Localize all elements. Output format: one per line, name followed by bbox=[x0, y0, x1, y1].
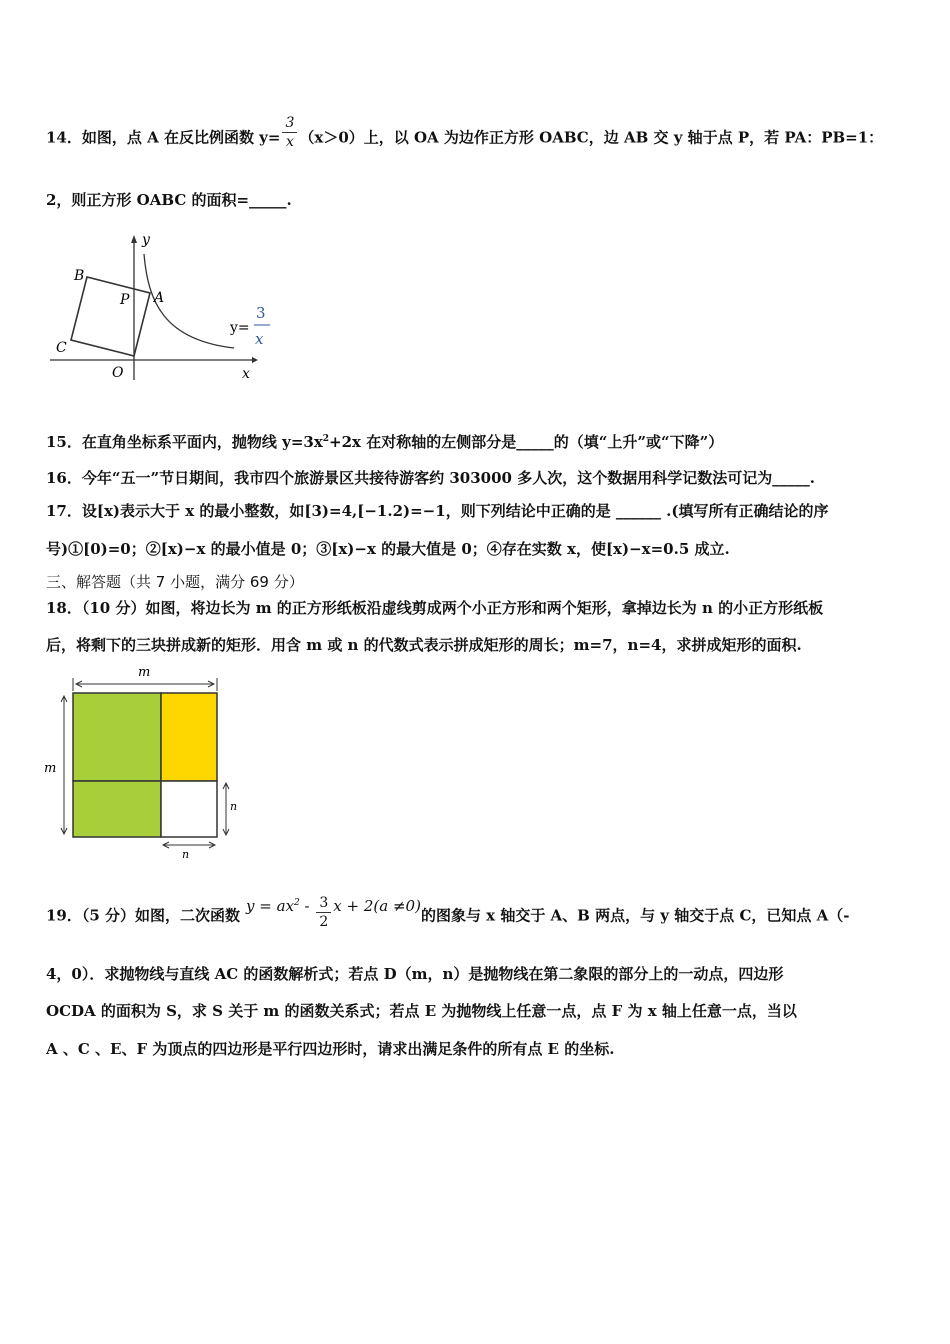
q14-line1-pre: 14．如图，点 A 在反比例函数 y= bbox=[46, 128, 281, 147]
y-axis-arrow bbox=[131, 235, 137, 243]
q14-line2: 2，则正方形 OABC 的面积=_____. bbox=[46, 191, 292, 209]
q19-line4: A 、C 、E、F 为顶点的四边形是平行四边形时，请求出满足条件的所有点 E 的坐标. bbox=[46, 1040, 615, 1058]
dim-bottom-label: n bbox=[182, 848, 190, 861]
q15-sup: 2 bbox=[322, 434, 330, 444]
dim-left-label: m bbox=[44, 761, 57, 776]
label-B: B bbox=[74, 268, 85, 284]
q14-fraction: $\frac{3}{x}$ bbox=[282, 114, 297, 151]
q15-pre: 15．在直角坐标系平面内，抛物线 y=3x bbox=[46, 433, 323, 451]
q19-line1 bbox=[46, 895, 850, 935]
q16-line: 16．今年“五一”节日期间，我市四个旅游景区共接待游客约 303000 多人次，这个数据用科学记数法可记为_____. bbox=[46, 469, 815, 487]
curve-label-den: x bbox=[255, 330, 264, 348]
white-block bbox=[161, 781, 217, 837]
q15-post: +2x 在对称轴的左侧部分是_____的（填“上升”或“下降”） bbox=[329, 433, 724, 451]
dim-right-label: n bbox=[230, 800, 238, 813]
q19-fraction: $\frac{3}{2}$ bbox=[316, 894, 331, 931]
dim-top-label: m bbox=[138, 665, 151, 680]
label-P: P bbox=[120, 292, 130, 308]
q19-pre: 19．（5 分）如图，二次函数 bbox=[46, 906, 241, 925]
q19-formula: $y = ax^2$ - $\frac{3}{2}$ x + 2(a ≠0) bbox=[246, 895, 421, 930]
q15-line bbox=[46, 432, 723, 452]
q17-line1: 17．设[x)表示大于 x 的最小整数，如[3)=4,[−1.2)=−1，则下列结论中正确的是 ______ .(填写所有正确结论的序 bbox=[46, 502, 829, 520]
q14-line1-post: （x＞0）上，以 OA 为边作正方形 OABC，边 AB 交 y 轴于点 P，若 PA：PB=1： bbox=[299, 128, 884, 147]
square-OABC bbox=[71, 277, 150, 356]
q19-post: 的图象与 x 轴交于 A、B 两点，与 y 轴交于点 C，已知点 A（- bbox=[420, 906, 850, 925]
q14-line1 bbox=[46, 115, 884, 157]
q18-line2: 后，将剩下的三块拼成新的矩形．用含 m 或 n 的代数式表示拼成矩形的周长；m=7，n=4，求拼成矩形的面积. bbox=[46, 636, 802, 654]
green-block-bottom bbox=[73, 781, 161, 837]
label-C: C bbox=[56, 340, 67, 356]
figure-14-graph bbox=[44, 232, 284, 382]
section-3-title: 三、解答题（共 7 小题，满分 69 分） bbox=[46, 573, 304, 591]
x-axis-arrow bbox=[252, 357, 258, 363]
figure-18-squares bbox=[40, 662, 250, 862]
yellow-block bbox=[161, 693, 217, 781]
q19-line3: OCDA 的面积为 S，求 S 关于 m 的函数关系式；若点 E 为抛物线上任意一点，点 F 为 x 轴上任意一点，当以 bbox=[46, 1002, 797, 1020]
label-A: A bbox=[154, 290, 165, 306]
curve-label-num: 3 bbox=[256, 304, 266, 322]
curve-label-y: y= bbox=[230, 320, 250, 336]
q18-line1: 18．（10 分）如图，将边长为 m 的正方形纸板沿虚线剪成两个小正方形和两个矩形，拿掉边长为 n 的小正方形纸板 bbox=[46, 599, 824, 617]
label-O: O bbox=[112, 365, 124, 381]
label-x: x bbox=[242, 366, 250, 382]
q17-line2: 号)①[0)=0；②[x)−x 的最小值是 0；③[x)−x 的最大值是 0；④存在实数 x，使[x)−x=0.5 成立. bbox=[46, 540, 730, 558]
green-block-top bbox=[73, 693, 161, 781]
q19-line2: 4，0）．求抛物线与直线 AC 的函数解析式；若点 D（m，n）是抛物线在第二象限的部分上的一动点，四边形 bbox=[46, 965, 784, 983]
label-y: y bbox=[142, 232, 150, 248]
